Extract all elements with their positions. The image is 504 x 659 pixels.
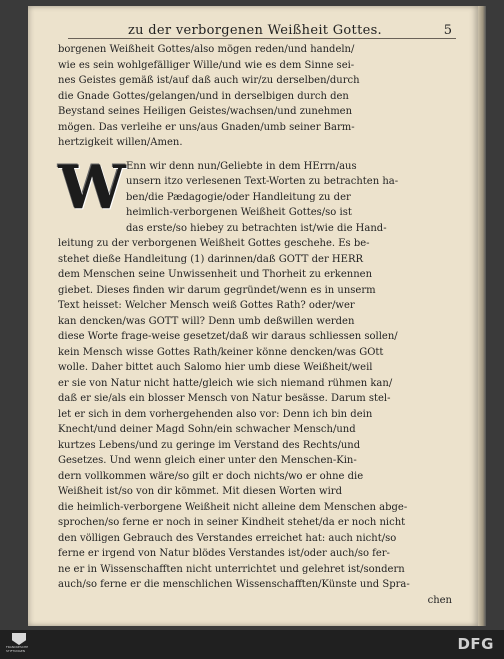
text-line: sprochen/so ferne er noch in seiner Kindheit stehet/da er noch nicht [58,517,406,528]
text-line: giebet. Dieses finden wir darum gegründet/wenn es in unserm [58,284,376,296]
running-head: zu der verborgenen Weißheit Gottes. [128,23,382,38]
text-line: die Gnade Gottes/gelangen/und in derselbigen durch den [58,90,349,102]
paragraph-2-opening [58,152,456,237]
text-line: stehet dieße Handleitung (1) darinnen/daß GOTT der HERR [58,253,363,265]
body-text [58,42,456,608]
text-line: hertzigkeit willen/Amen. [58,137,183,148]
text-line: borgenen Weißheit Gottes/also mögen reden/und handeln/ [58,44,355,55]
text-line: kein Mensch wisse Gottes Rath/keiner könne dencken/was GOtt [58,346,384,358]
text-line: dem Menschen seine Unwissenheit und Thorheit zu erkennen [58,269,373,280]
text-line: heimlich-verborgenen Weißheit Gottes/so ist [126,207,352,218]
text-line: Knecht/und deiner Magd Sohn/ein schwacher Mensch/und [58,424,356,435]
dropcap-initial: W [58,152,126,223]
text-line: er sie von Natur nicht hatte/gleich wie sich niemand rühmen kan/ [58,377,393,389]
text-line: die heimlich-verborgene Weißheit nicht alleine dem Menschen abge- [58,501,408,513]
shield-icon [12,633,26,645]
paragraph-1 [58,42,456,151]
logo-text: FRANCKESCHE STIFTUNGEN [6,645,29,653]
institution-logo[interactable] [6,633,32,657]
text-line: nes Geistes gemäß ist/auf daß auch wir/zu derselben/durch [58,75,360,86]
text-line: mögen. Das verleihe er uns/aus Gnaden/umb seiner Barm- [58,121,355,133]
text-line: let er sich in dem vorhergehenden also vor: Denn ich bin dein [58,408,373,420]
dfg-logo[interactable]: DFG [457,635,494,653]
text-line: ben/die Pædagogie/oder Handleitung zu der [126,191,351,203]
text-line: leitung zu der verborgenen Weißheit Gottes geschehe. Es be- [58,238,370,249]
text-line: diese Worte frage-weise gesetzet/daß wir daraus schliessen sollen/ [58,331,398,342]
paragraph-2 [58,236,456,593]
text-line: unsern itzo verlesenen Text-Worten zu betrachten ha- [126,176,399,187]
text-line: daß er sie/als ein blosser Mensch von Natur besässe. Darum stel- [58,393,391,404]
catchword: chen [427,594,452,606]
text-line: kan dencken/was GOTT will? Denn umb deßwillen werden [58,315,355,327]
text-line: auch/so ferne er die menschlichen Wissenschafften/Künste und Spra- [58,579,410,590]
text-line: dern vollkommen wäre/so gilt er doch nichts/wo er ohne die [58,470,364,482]
text-line: ferne er irgend von Natur blödes Verstandes ist/oder auch/so fer- [58,548,390,559]
page-header [68,14,456,39]
viewer-footer [0,630,504,659]
text-line: wie es sein wohlgefälliger Wille/und wie es dem Sinne sei- [58,59,355,71]
text-line: Enn wir denn nun/Geliebte in dem HErrn/aus [126,160,357,172]
text-line: ne er in Wissenschafften nicht unterrichtet und gelehret ist/sondern [58,563,405,575]
text-line: Text heisset: Welcher Mensch weiß Gottes Rath? oder/wer [58,300,355,311]
text-line: den völligen Gebrauch des Verstandes erreichet hat: auch nicht/so [58,532,397,544]
text-line: Gesetzes. Und wenn gleich einer unter den Menschen-Kin- [58,455,357,466]
text-line: Beystand seines Heiligen Geistes/wachsen/und zunehmen [58,106,353,117]
text-line: das erste/so hiebey zu betrachten ist/wie die Hand- [126,222,387,234]
text-line: Weißheit ist/so von dir kömmet. Mit diesen Worten wird [58,486,342,497]
text-line: kurtzes Lebens/und zu geringe im Verstand des Rechts/und [58,439,361,451]
page-edge [478,6,486,626]
page-number: 5 [443,23,452,38]
text-line: wolle. Daher bittet auch Salomo hier umb diese Weißheit/weil [58,362,373,373]
scanned-page [28,6,478,626]
